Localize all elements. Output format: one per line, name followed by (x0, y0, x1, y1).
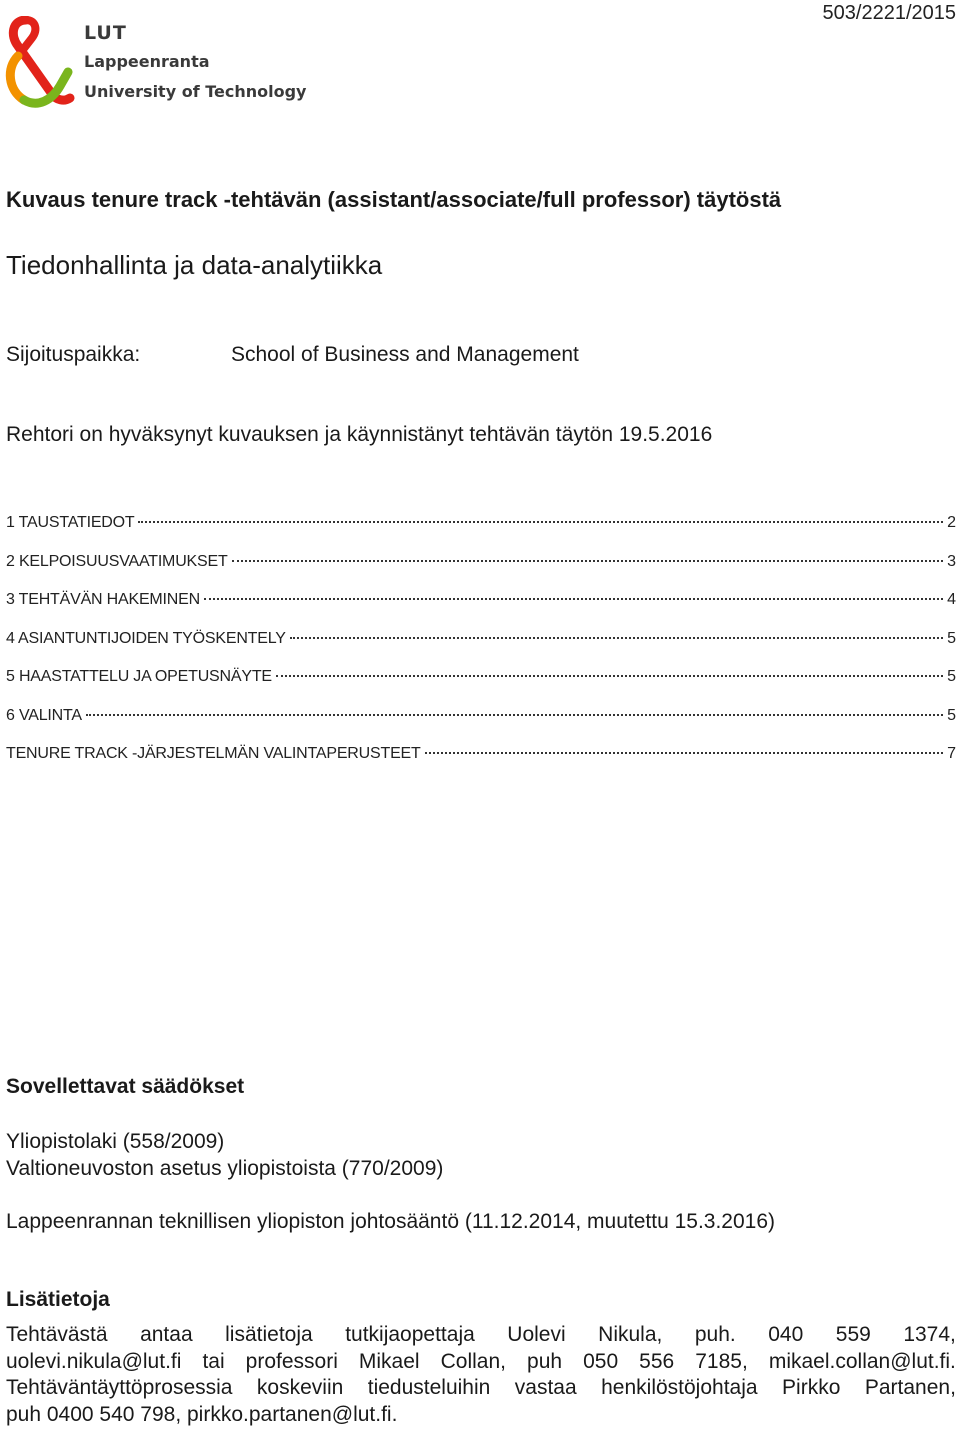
info-word: Nikula, (598, 1323, 663, 1346)
info-heading: Lisätietoja (6, 1288, 110, 1311)
toc-dot-leader (276, 675, 943, 677)
info-word: Pirkko (782, 1376, 841, 1399)
info-line (6, 1349, 956, 1376)
toc-entry[interactable] (6, 514, 956, 553)
rector-approval-text: Rehtori on hyväksynyt kuvauksen ja käynnistänyt tehtävän täytön 19.5.2016 (6, 423, 713, 446)
info-word: 7185, (695, 1349, 748, 1373)
toc-entry-label: 5 HAASTATTELU JA OPETUSNÄYTE (6, 668, 272, 685)
toc-entry-label: TENURE TRACK -JÄRJESTELMÄN VALINTAPERUSTEET (6, 745, 421, 762)
info-word: 556 (639, 1349, 675, 1373)
toc-entry-page: 5 (947, 706, 956, 724)
info-word: tiedusteluihin (367, 1376, 491, 1399)
toc-entry[interactable] (6, 553, 956, 592)
info-word: antaa (140, 1323, 193, 1346)
info-word: 1374, (903, 1323, 956, 1346)
toc-dot-leader (290, 637, 943, 639)
info-word: puh 0400 540 798, pirkko.partanen@lut.fi. (6, 1402, 398, 1426)
info-paragraph (6, 1322, 956, 1428)
toc-entry-page: 3 (947, 552, 956, 570)
placement-value: School of Business and Management (231, 343, 579, 366)
lut-logo (4, 16, 307, 108)
toc-dot-leader (138, 521, 943, 523)
table-of-contents (6, 514, 956, 784)
info-word: tai (202, 1349, 225, 1373)
toc-entry-page: 2 (947, 514, 956, 531)
info-word: lisätietoja (225, 1323, 313, 1346)
info-word: 559 (835, 1323, 871, 1346)
info-word: koskeviin (256, 1376, 344, 1399)
toc-entry-page: 5 (947, 629, 956, 647)
info-word: Tehtäväntäyttöprosessia (6, 1376, 233, 1399)
toc-dot-leader (86, 714, 943, 716)
regulation-line: Yliopistolaki (558/2009) (6, 1130, 225, 1153)
toc-entry-page: 5 (947, 668, 956, 685)
toc-entry-page: 4 (947, 591, 956, 608)
document-title: Kuvaus tenure track -tehtävän (assistant/associate/full professor) täytöstä (6, 187, 782, 212)
toc-entry-label: 3 TEHTÄVÄN HAKEMINEN (6, 591, 200, 608)
toc-entry[interactable] (6, 630, 956, 669)
info-word: Tehtävästä (6, 1323, 108, 1346)
toc-dot-leader (204, 598, 943, 600)
logo-line-1: Lappeenranta (84, 52, 210, 71)
toc-entry[interactable] (6, 668, 956, 707)
email-link[interactable]: uolevi.nikula@lut.fi (6, 1349, 182, 1373)
info-word: Uolevi (507, 1323, 566, 1346)
info-line (6, 1402, 956, 1429)
info-word: Mikael (358, 1349, 420, 1373)
info-word: puh (527, 1349, 563, 1373)
toc-entry-label: 4 ASIANTUNTIJOIDEN TYÖSKENTELY (6, 629, 286, 647)
toc-dot-leader (425, 752, 944, 754)
toc-entry-label: 1 TAUSTATIEDOT (6, 514, 135, 531)
toc-entry[interactable] (6, 745, 956, 784)
regulation-line: Valtioneuvoston asetus yliopistoista (770/2009) (6, 1157, 444, 1180)
toc-entry[interactable] (6, 707, 956, 746)
placement-label: Sijoituspaikka: (6, 343, 141, 366)
info-line (6, 1375, 956, 1402)
info-word: puh. (694, 1323, 736, 1346)
info-word: Partanen, (864, 1376, 956, 1399)
document-number: 503/2221/2015 (822, 2, 956, 24)
info-word: 040 (768, 1323, 804, 1346)
toc-dot-leader (232, 560, 944, 562)
document-subtitle: Tiedonhallinta ja data-analytiikka (6, 250, 383, 280)
logo-line-2: University of Technology (84, 82, 307, 101)
toc-entry-page: 7 (947, 745, 956, 762)
regulations-heading: Sovellettavat säädökset (6, 1075, 245, 1098)
info-word: professori (245, 1349, 338, 1373)
info-word: tutkijaopettaja (345, 1323, 475, 1346)
email-link[interactable]: mikael.collan@lut.fi. (768, 1349, 956, 1373)
info-word: henkilöstöjohtaja (601, 1376, 758, 1399)
info-word: vastaa (514, 1376, 577, 1399)
toc-entry-label: 6 VALINTA (6, 706, 82, 724)
regulation-line: Lappeenrannan teknillisen yliopiston johtosääntö (11.12.2014, muutettu 15.3.2016) (6, 1210, 776, 1233)
toc-entry-label: 2 KELPOISUUSVAATIMUKSET (6, 552, 228, 570)
info-word: Collan, (440, 1349, 506, 1373)
ampersand-logo-icon (4, 16, 76, 108)
info-line (6, 1322, 956, 1349)
info-word: 050 (583, 1349, 619, 1373)
logo-lut-text: LUT (84, 22, 127, 44)
toc-entry[interactable] (6, 591, 956, 630)
